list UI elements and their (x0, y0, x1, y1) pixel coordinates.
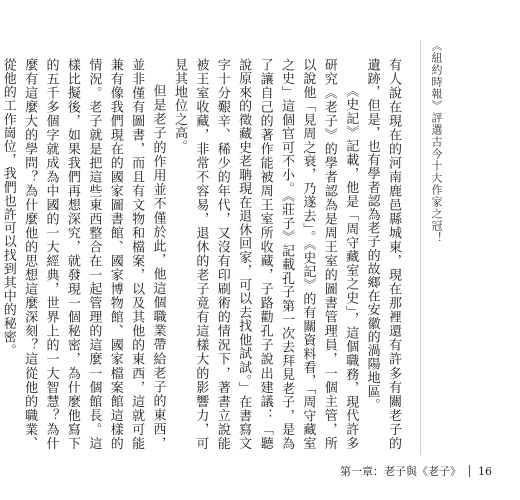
footer-divider (469, 465, 470, 477)
paragraph: 有人說在現在的河南鹿邑縣城東，現在那裡還有許多有關老子的遺跡，但是，也有學者認為老子的故鄉在安徽的渦陽地區。 (364, 58, 401, 450)
page-number: 16 (478, 464, 492, 478)
page-footer (340, 463, 492, 479)
chapter-label: 第一章：老子與《老子》 (340, 465, 461, 478)
header-rule (420, 40, 421, 455)
body-text (0, 58, 404, 450)
running-header: 《紐約時報》評選古今十大作家之冠！ (430, 40, 443, 244)
paragraph: 《史記》記載，他是「周守藏室之史」，這個職務，現代許多研究《老子》的學者認為是周王室的圖書管理員，一個主管，所以說他「見周之衰，乃遂去」。《史記》的有關資料看，「周守藏室之史」這個官可不小。《莊子》記載孔子第一次去拜見老子，是為了讓自己的著作能被周王室所收藏，子路勸孔子說出建議：「聽說原來的徵藏史老聃現在退休回家，可以去找他試試。」在書寫文字十分艱辛、稀少的年代，又沒有印刷術的情況下，著書立說能被王室收藏，非常不容易，退休的老子竟有這樣大的影響力，可見其地位之高。 (171, 58, 359, 450)
paragraph: 但是老子的作用並不僅於此，他這個職業帶給老子的東西，並非僅有圖書，而且有文物和檔案，以及其他的東西，這就可能兼有像我們現在的國家圖書館、國家博物館、國家檔案館這樣的情況。老子就是把這些東西整合在一起管理的這麼一個館長。這樣比擬後，如果我們再想深究，就發現一個秘密，為什麼他寫下的五千多個字就成為中國的一大經典，世界上的一大智慧？為什麼有這麼大的學問？為什麼他的思想這麼深刻？這從他的職業、從他的工作崗位，我們也許可以找到其中的秘密。 (0, 58, 166, 450)
